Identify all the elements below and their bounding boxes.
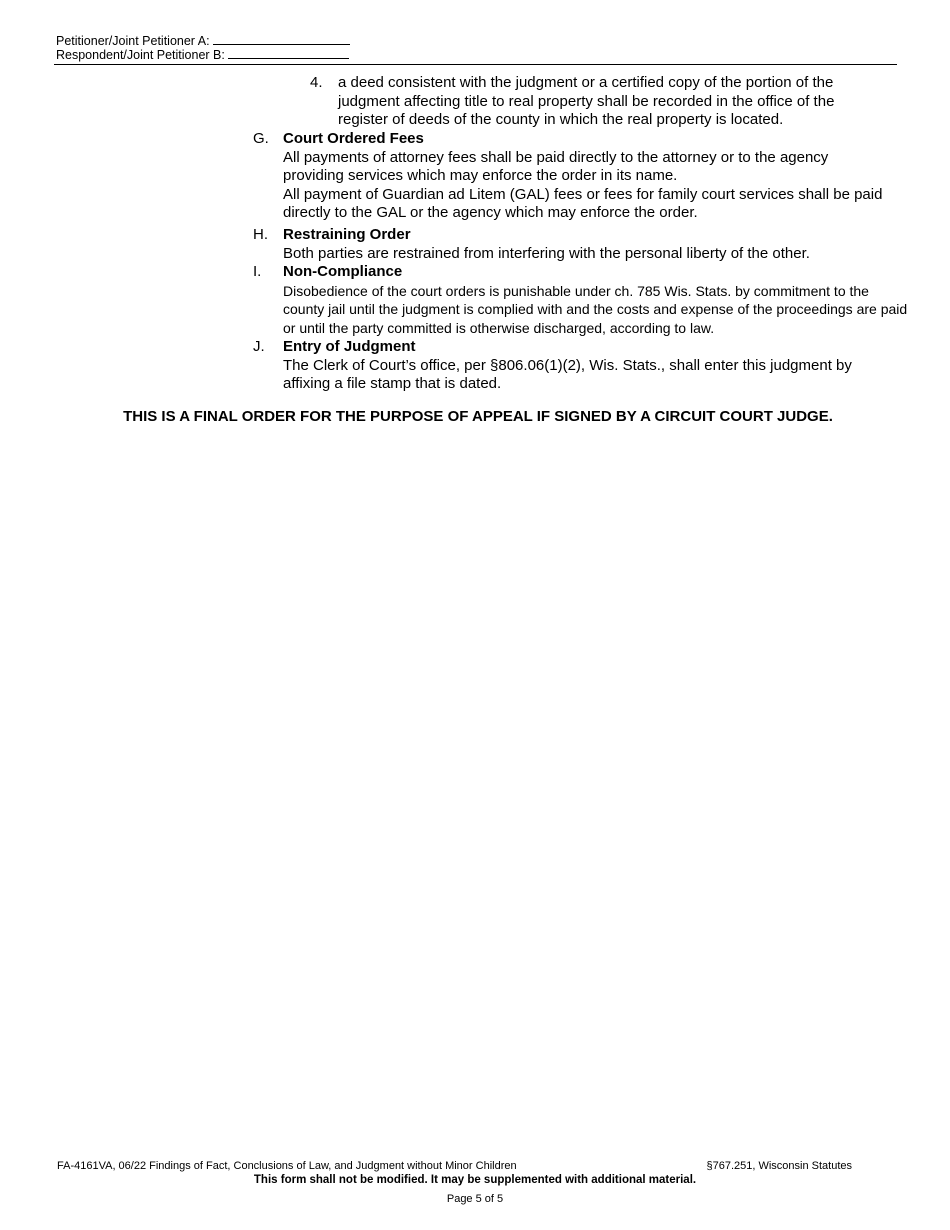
item-4-number: 4. xyxy=(310,74,323,91)
section-h-letter: H. xyxy=(253,226,268,243)
section-i-heading: Non-Compliance xyxy=(283,263,403,280)
petitioner-label: Petitioner/Joint Petitioner A: xyxy=(56,34,210,48)
final-order-statement: THIS IS A FINAL ORDER FOR THE PURPOSE OF APPEAL IF SIGNED BY A CIRCUIT COURT JUDGE. xyxy=(123,408,833,425)
section-i-paragraph-1: Disobedience of the court orders is punishable under ch. 785 Wis. Stats. by commitment to the county jail until the judgment is complied with and the costs and expense of the proceedings are paid or until the party committed is otherwise discharged, according to law. xyxy=(283,282,908,336)
section-j xyxy=(283,338,883,394)
petitioner-line xyxy=(56,33,350,48)
section-i-letter: I. xyxy=(253,263,262,280)
section-g-letter: G. xyxy=(253,130,269,147)
section-j-heading: Entry of Judgment xyxy=(283,338,416,355)
section-i xyxy=(283,263,908,337)
footer-statute: §767.251, Wisconsin Statutes xyxy=(706,1160,852,1172)
respondent-line xyxy=(56,47,349,62)
section-g-paragraph-1: All payments of attorney fees shall be paid directly to the attorney or to the agency providing services which may enforce the order in its name. xyxy=(283,148,829,184)
section-j-paragraph-1: The Clerk of Court’s office, per §806.06(1)(2), Wis. Stats., shall enter this judgment by affixing a file stamp that is dated. xyxy=(283,356,852,392)
respondent-name-field[interactable] xyxy=(228,47,349,59)
item-4-text: a deed consistent with the judgment or a certified copy of the portion of the judgment affecting title to real property shall be recorded in the office of the register of deeds of the county in which the real property is located. xyxy=(338,74,835,128)
respondent-label: Respondent/Joint Petitioner B: xyxy=(56,48,225,62)
section-j-letter: J. xyxy=(253,338,265,355)
section-h xyxy=(283,226,883,263)
footer-form-id: FA-4161VA, 06/22 Findings of Fact, Conclusions of Law, and Judgment without Minor Children xyxy=(57,1160,517,1172)
section-g xyxy=(283,130,883,223)
petitioner-name-field[interactable] xyxy=(213,33,350,45)
section-g-heading: Court Ordered Fees xyxy=(283,130,424,147)
section-h-paragraph-1: Both parties are restrained from interfering with the personal liberty of the other. xyxy=(283,244,810,262)
footer-notice: This form shall not be modified. It may be supplemented with additional material. xyxy=(253,1174,697,1186)
header-divider xyxy=(54,64,897,65)
section-h-heading: Restraining Order xyxy=(283,226,411,243)
footer-page-number: Page 5 of 5 xyxy=(446,1193,504,1205)
section-g-paragraph-2: All payment of Guardian ad Litem (GAL) fees or fees for family court services shall be paid directly to the GAL or the agency which may enforce the order. xyxy=(283,185,883,221)
